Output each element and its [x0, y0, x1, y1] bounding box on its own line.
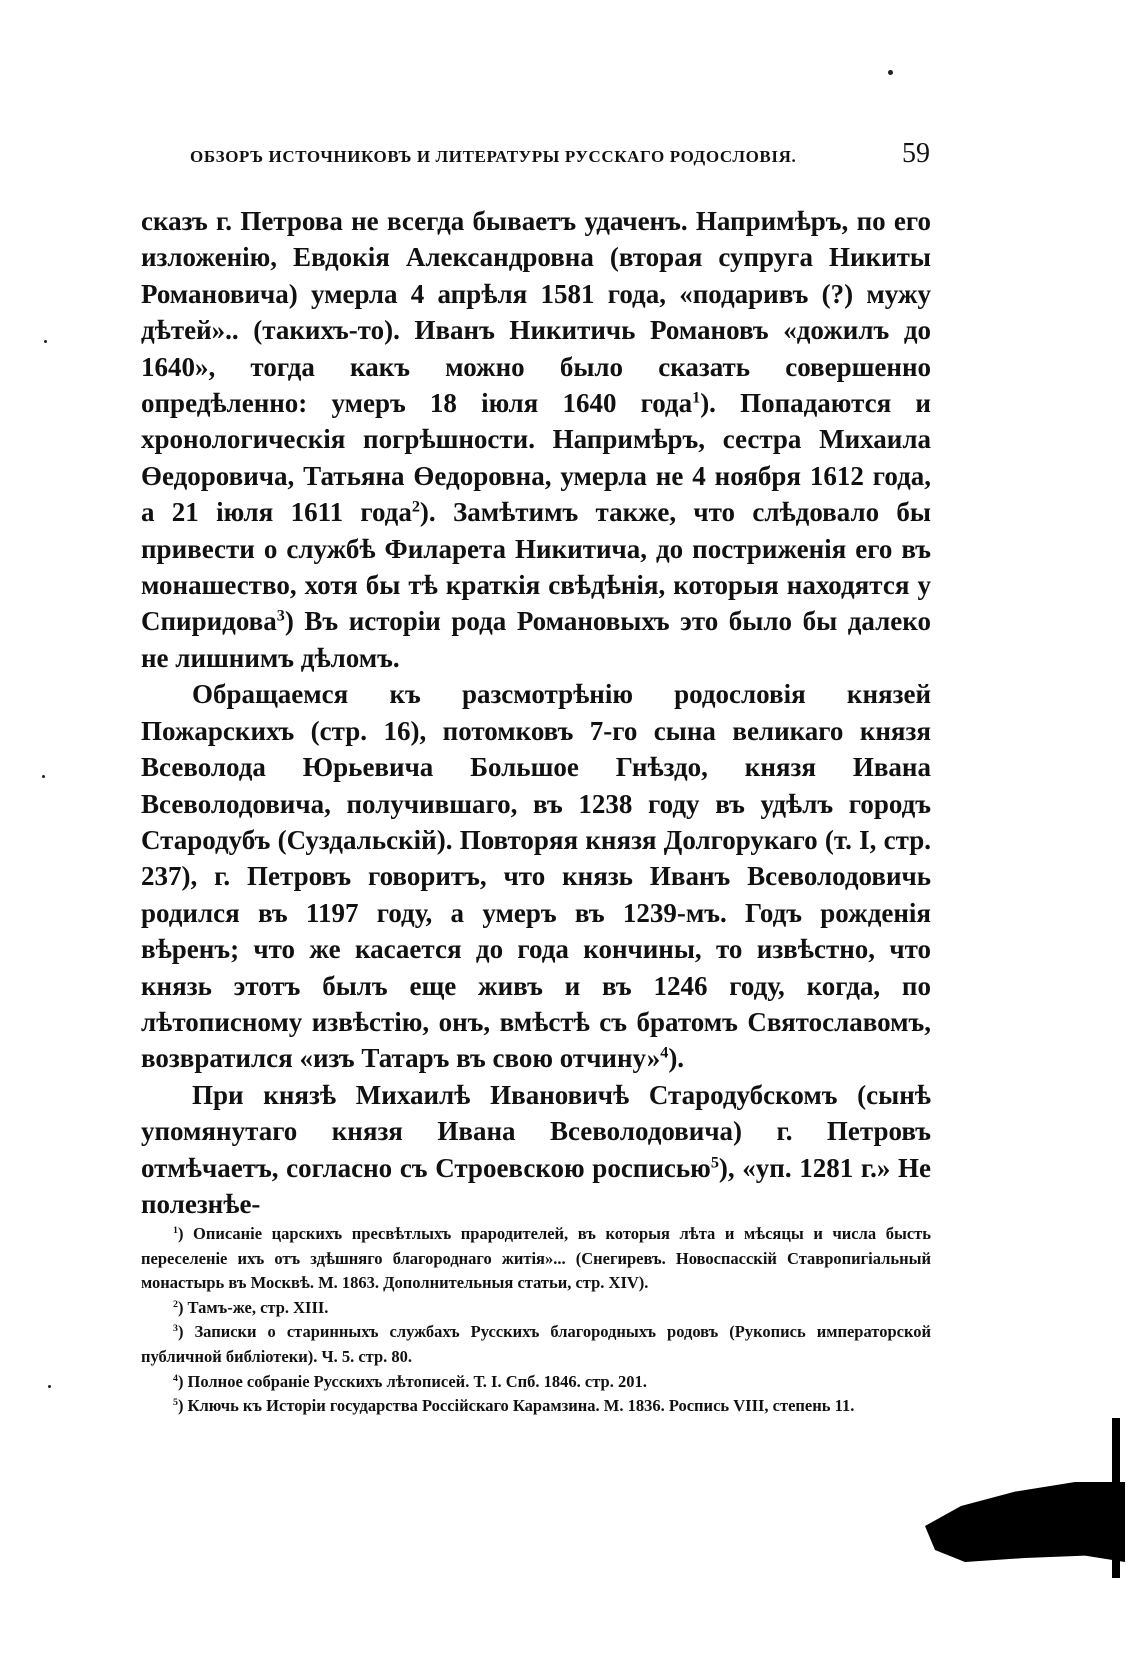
- footnote-text: ) Описаніе царскихъ пресвѣтлыхъ прародителей, въ которыя лѣта и мѣсяцы и числа бысть переселеніе ихъ отъ здѣшняго благороднаго житія»... (Снегиревъ. Новоспасскій Ставропигіальный монастырь въ Москвѣ. М. 1863. Дополнительныя статьи, стр. XIV).: [141, 1224, 931, 1293]
- paragraph-text: Обращаемся къ разсмотрѣнію родословія князей Пожарскихъ (стр. 16), потомковъ 7-го сына великаго князя Всеволода Юрьевича Большое Гнѣздо, князя Ивана Всеволодовича, получившаго, въ 1238 году въ удѣлъ городъ Стародубъ (Суздальскій). Повторяя князя Долгорукаго (т. I, стр. 237), г. Петровъ говоритъ, что князь Иванъ Всеволодовичь родился въ 1197 году, а умеръ въ 1239-мъ. Годъ рожденія вѣренъ; что же касается до года кончины, то извѣстно, что князь этотъ былъ еще живъ и въ 1246 году, когда, по лѣтописному извѣстію, онъ, вмѣстѣ съ братомъ Святославомъ, возвратился «изъ Татаръ въ свою отчину»: [141, 679, 931, 1074]
- footnote-text: ) Полное собраніе Русскихъ лѣтописей. Т. I. Спб. 1846. стр. 201.: [177, 1371, 647, 1391]
- footnote-ref-3: 3: [276, 606, 285, 625]
- paragraph-2: [141, 676, 931, 1076]
- scan-speck: [44, 340, 47, 343]
- page-number: 59: [902, 138, 930, 169]
- paragraph-text: ). Замѣтимъ также, что слѣдовало бы привести о службѣ Филарета Никитича, до постриженія его въ монашество, хотя бы тѣ краткія свѣдѣнія, которыя находятся у Спиридова: [141, 497, 931, 637]
- footnote-4: [141, 1370, 931, 1395]
- footnote-ref-4: 4: [660, 1043, 669, 1062]
- scan-speck: [42, 775, 45, 778]
- paragraph-text: ) Въ исторіи рода Романовыхъ это было бы далеко не лишнимъ дѣломъ.: [141, 606, 931, 673]
- paragraph-text: сказъ г. Петрова не всегда бываетъ удаченъ. Напримѣръ, по его изложенію, Евдокія Александровна (вторая супруга Никиты Романовича) умерла 4 апрѣля 1581 года, «подаривъ (?) мужу дѣтей».. (такихъ-то). Иванъ Никитичь Романовъ «дожилъ до 1640», тогда какъ можно было сказать совершенно опредѣленно: умеръ 18 іюля 1640 года: [141, 206, 931, 419]
- footnote-text: ) Записки о старинныхъ службахъ Русскихъ благородныхъ родовъ (Рукопись императорской публичной библіотеки). Ч. 5. стр. 80.: [141, 1322, 931, 1366]
- paragraph-text: ). Попадаются и хронологическія погрѣшности. Напримѣръ, сестра Михаила Өедоровича, Татьяна Өедоровна, умерла не 4 ноября 1612 года, а 21 іюля 1611 года: [141, 388, 931, 528]
- paragraph-text: ).: [668, 1043, 685, 1074]
- footnote-ref-5: 5: [710, 1152, 719, 1171]
- footnote-5: [141, 1394, 931, 1419]
- footnote-2: [141, 1296, 931, 1321]
- running-title: ОБЗОРЪ ИСТОЧНИКОВЪ И ЛИТЕРАТУРЫ РУССКАГО РОДОСЛОВІЯ.: [190, 147, 797, 166]
- main-text: [141, 203, 931, 1222]
- paragraph-text: ), «уп. 1281 г.» Не полезнѣе-: [141, 1152, 931, 1219]
- paragraph-3: [141, 1077, 931, 1223]
- scan-speck: [48, 1385, 51, 1388]
- scan-speck: [888, 70, 893, 75]
- footnote-text: ) Ключь къ Исторіи государства Россійскаго Карамзина. М. 1836. Роспись VIII, степень 11.: [177, 1396, 855, 1416]
- paragraph-1: [141, 203, 931, 676]
- footnote-ref-2: 2: [411, 497, 420, 516]
- footnotes: [141, 1222, 931, 1419]
- footnote-3: [141, 1320, 931, 1369]
- footnote-1: [141, 1222, 931, 1296]
- footnote-mark: 5: [173, 1397, 178, 1409]
- footnote-mark: 1: [173, 1225, 178, 1237]
- scan-edge-shadow: [925, 1482, 1125, 1562]
- footnote-mark: 4: [173, 1372, 178, 1384]
- footnote-mark: 2: [173, 1298, 178, 1310]
- footnote-mark: 3: [173, 1323, 178, 1335]
- paragraph-text: При князѣ Михаилѣ Ивановичѣ Стародубскомъ (сынѣ упомянутаго князя Ивана Всеволодовича) г. Петровъ отмѣчаетъ, согласно съ Строевскою росписью: [141, 1079, 931, 1183]
- footnote-ref-1: 1: [692, 388, 701, 407]
- running-header: [190, 138, 930, 178]
- footnote-text: ) Тамъ-же, стр. XIII.: [177, 1297, 329, 1317]
